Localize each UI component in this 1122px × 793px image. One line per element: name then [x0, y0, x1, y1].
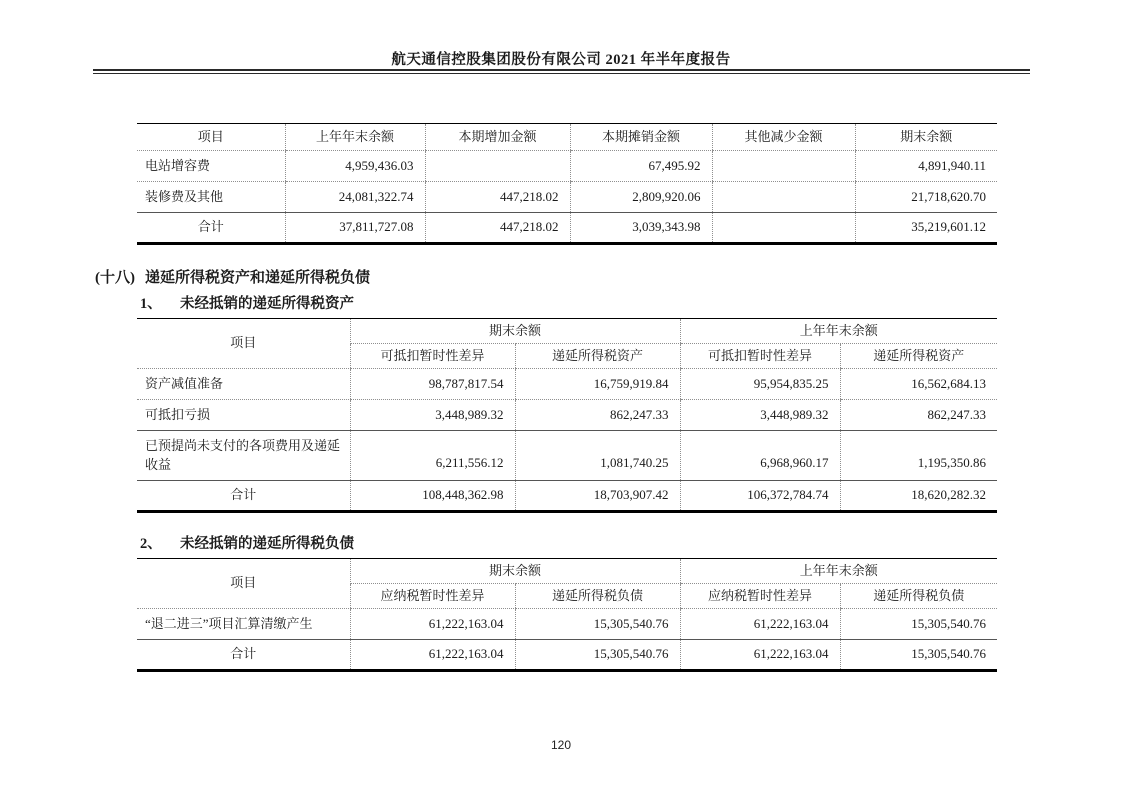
- section-heading: [95, 266, 370, 287]
- cell-value: [712, 182, 855, 213]
- cell-value: 447,218.02: [425, 213, 570, 244]
- cell-value: 4,959,436.03: [285, 151, 425, 182]
- cell-value: 15,305,540.76: [840, 609, 997, 640]
- page-number: 120: [550, 738, 572, 752]
- row-label: 装修费及其他: [137, 182, 285, 213]
- sub-header: 递延所得税负债: [840, 584, 997, 609]
- cell-value: 3,448,989.32: [680, 400, 840, 431]
- cell-value: 18,703,907.42: [515, 481, 680, 512]
- subsection-heading-1: [140, 292, 354, 313]
- table-row: [137, 151, 997, 182]
- group-header: 上年年末余额: [680, 559, 997, 584]
- document-title: 航天通信控股集团股份有限公司 2021 年半年度报告: [391, 52, 731, 68]
- subsection-number: 2、: [140, 536, 162, 552]
- row-label: “退二进三”项目汇算清缴产生: [137, 609, 350, 640]
- group-header: 期末余额: [350, 559, 680, 584]
- cell-value: 6,211,556.12: [350, 431, 515, 481]
- group-header: 上年年末余额: [680, 319, 997, 344]
- cell-value: 37,811,727.08: [285, 213, 425, 244]
- cell-value: [712, 213, 855, 244]
- cell-value: [425, 151, 570, 182]
- group-header: 期末余额: [350, 319, 680, 344]
- cell-value: 61,222,163.04: [350, 609, 515, 640]
- table-row: [137, 400, 997, 431]
- cell-value: 447,218.02: [425, 182, 570, 213]
- column-header: 其他减少金额: [712, 124, 855, 151]
- sub-header: 可抵扣暂时性差异: [680, 344, 840, 369]
- column-header: 本期增加金额: [425, 124, 570, 151]
- subsection-title: 未经抵销的递延所得税资产: [180, 296, 354, 312]
- column-header: 本期摊销金额: [570, 124, 712, 151]
- sub-header: 可抵扣暂时性差异: [350, 344, 515, 369]
- cell-value: 35,219,601.12: [855, 213, 997, 244]
- cell-value: 15,305,540.76: [840, 640, 997, 671]
- sub-header: 递延所得税负债: [515, 584, 680, 609]
- row-label: 资产减值准备: [137, 369, 350, 400]
- deferred-tax-liabilities-table: [137, 558, 997, 672]
- cell-value: 2,809,920.06: [570, 182, 712, 213]
- sub-header: 递延所得税资产: [515, 344, 680, 369]
- header-divider: [93, 69, 1030, 74]
- table-total-row: [137, 481, 997, 512]
- cell-value: 1,195,350.86: [840, 431, 997, 481]
- cell-value: 3,039,343.98: [570, 213, 712, 244]
- cell-value: 3,448,989.32: [350, 400, 515, 431]
- sub-header: 递延所得税资产: [840, 344, 997, 369]
- amortization-table: [137, 123, 997, 245]
- cell-value: 61,222,163.04: [680, 640, 840, 671]
- cell-value: [712, 151, 855, 182]
- cell-value: 15,305,540.76: [515, 609, 680, 640]
- subsection-number: 1、: [140, 296, 162, 312]
- cell-value: 862,247.33: [515, 400, 680, 431]
- cell-value: 4,891,940.11: [855, 151, 997, 182]
- cell-value: 1,081,740.25: [515, 431, 680, 481]
- row-label: 已预提尚未支付的各项费用及递延收益: [137, 431, 350, 481]
- row-label: 电站增容费: [137, 151, 285, 182]
- cell-value: 15,305,540.76: [515, 640, 680, 671]
- total-label: 合计: [230, 487, 257, 503]
- cell-value: 106,372,784.74: [680, 481, 840, 512]
- table-total-row: [137, 213, 997, 244]
- total-label: 合计: [230, 646, 257, 662]
- table-row: [137, 431, 997, 481]
- subsection-title: 未经抵销的递延所得税负债: [180, 536, 354, 552]
- cell-value: 16,562,684.13: [840, 369, 997, 400]
- deferred-tax-assets-table: [137, 318, 997, 513]
- cell-value: 67,495.92: [570, 151, 712, 182]
- column-header: 期末余额: [855, 124, 997, 151]
- cell-value: 61,222,163.04: [350, 640, 515, 671]
- table-row: [137, 182, 997, 213]
- cell-value: 24,081,322.74: [285, 182, 425, 213]
- cell-value: 18,620,282.32: [840, 481, 997, 512]
- cell-value: 108,448,362.98: [350, 481, 515, 512]
- section-title: 递延所得税资产和递延所得税负债: [145, 270, 371, 286]
- sub-header: 应纳税暂时性差异: [350, 584, 515, 609]
- total-label: 合计: [197, 219, 224, 235]
- row-label: 可抵扣亏损: [137, 400, 350, 431]
- cell-value: 95,954,835.25: [680, 369, 840, 400]
- subsection-heading-2: [140, 532, 354, 553]
- cell-value: 6,968,960.17: [680, 431, 840, 481]
- table-row: [137, 609, 997, 640]
- table-total-row: [137, 640, 997, 671]
- cell-value: 21,718,620.70: [855, 182, 997, 213]
- cell-value: 16,759,919.84: [515, 369, 680, 400]
- section-number: (十八): [95, 270, 135, 286]
- column-header: 上年年末余额: [285, 124, 425, 151]
- column-header: 项目: [137, 559, 350, 609]
- column-header: 项目: [137, 319, 350, 369]
- cell-value: 61,222,163.04: [680, 609, 840, 640]
- sub-header: 应纳税暂时性差异: [680, 584, 840, 609]
- column-header: 项目: [137, 124, 285, 151]
- table-row: [137, 369, 997, 400]
- cell-value: 862,247.33: [840, 400, 997, 431]
- cell-value: 98,787,817.54: [350, 369, 515, 400]
